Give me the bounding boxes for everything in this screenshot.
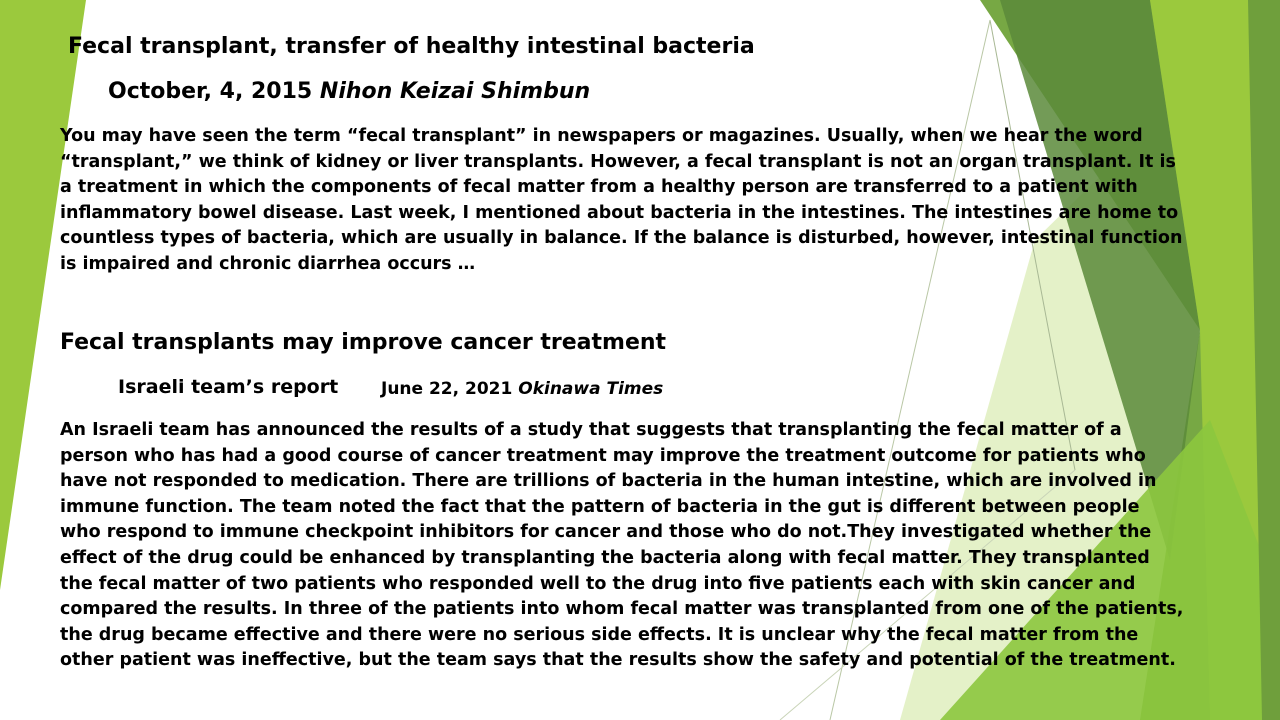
article2-title: Fecal transplants may improve cancer treatment xyxy=(60,330,667,355)
article1-newspaper: Nihon Keizai Shimbun xyxy=(319,79,591,104)
article1-body: You may have seen the term “fecal transplant” in newspapers or magazines. Usually, when we hear the word “transplant,” we think of kidney or liver transplants. However, a fecal transplant is not an organ transplant. It is a treatment in which the components of fecal matter from a healthy person are transferred to a patient with inflammatory bowel disease. Last week, I mentioned about bacteria in the intestines. The intestines are home to countless types of bacteria, which are usually in balance. If the balance is disturbed, however, intestinal function is impaired and chronic diarrhea occurs … xyxy=(60,126,1183,274)
article1-date: October, 4, 2015 xyxy=(108,79,313,104)
article1-dateline xyxy=(108,79,590,104)
article2-date: June 22, 2021 xyxy=(381,379,513,399)
article2-dateline xyxy=(381,379,663,399)
article2-body: An Israeli team has announced the results of a study that suggests that transplanting the fecal matter of a person who has had a good course of cancer treatment may improve the treatment outcome for patients who have not responded to medication. There are trillions of bacteria in the human intestine, which are involved in immune function. The team noted the fact that the pattern of bacteria in the gut is different between people who respond to immune checkpoint inhibitors for cancer and those who do not.They investigated whether the effect of the drug could be enhanced by transplanting the bacteria along with fecal matter. They transplanted the fecal matter of two patients who responded well to the drug into five patients each with skin cancer and compared the results. In three of the patients into whom fecal matter was transplanted from one of the patients, the drug became effective and there were no serious side effects. It is unclear why the fecal matter from the other patient was ineffective, but the team says that the results show the safety and potential of the treatment. xyxy=(60,420,1184,671)
article2-newspaper: Okinawa Times xyxy=(518,379,664,399)
article1-title: Fecal transplant, transfer of healthy intestinal bacteria xyxy=(68,34,755,59)
article2-subtitle: Israeli team’s report xyxy=(118,376,339,398)
